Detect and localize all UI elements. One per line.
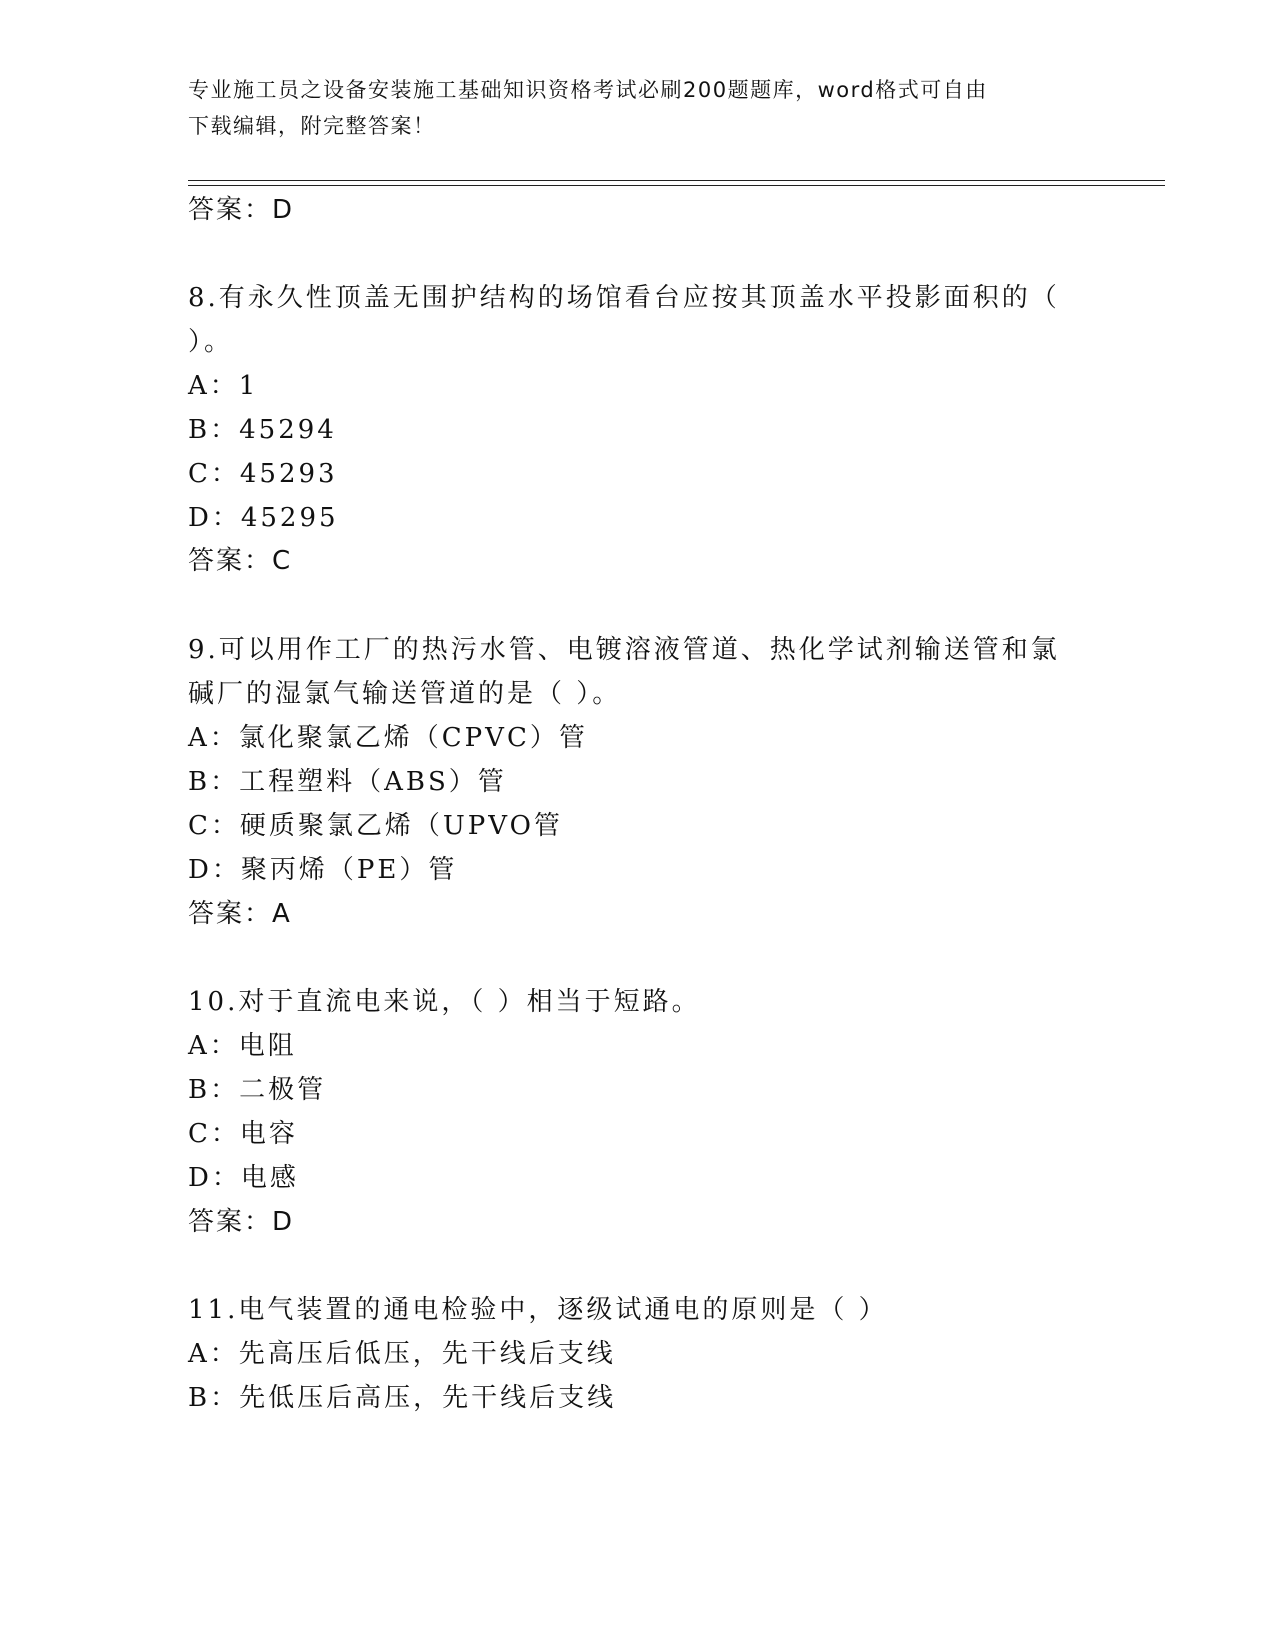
q8-option-c: C：45293 [188,459,338,489]
q11-stem-line1: 11.电气装置的通电检验中，逐级试通电的原则是（ ） [188,1295,888,1325]
q9-stem-line1: 9.可以用作工厂的热污水管、电镀溶液管道、热化学试剂输送管和氯 [188,635,1060,665]
q9-option-d: D：聚丙烯（PE）管 [188,855,458,885]
q10-option-a: A：电阻 [188,1031,297,1061]
q8-answer: 答案：C [188,546,293,576]
page-header [188,72,1078,144]
q9-option-c: C：硬质聚氯乙烯（UPVO管 [188,811,563,841]
q9-stem-line2: 碱厂的湿氯气输送管道的是（ ）。 [188,679,622,709]
q10-option-d: D：电感 [188,1163,299,1193]
q8-option-a: A：1 [188,371,259,401]
q9-option-b: B：工程塑料（ABS）管 [188,767,507,797]
q9-option-a: A：氯化聚氯乙烯（CPVC）管 [188,723,588,753]
q10-stem-line1: 10.对于直流电来说，（ ）相当于短路。 [188,987,701,1017]
header-divider-top [188,180,1165,181]
q8-option-d: D：45295 [188,503,339,533]
q9-answer: 答案：A [188,899,292,929]
header-title-line1: 专业施工员之设备安装施工基础知识资格考试必刷200题题库，word格式可自由 [188,78,988,102]
q8-option-b: B：45294 [188,415,337,445]
q10-option-c: C：电容 [188,1119,298,1149]
q8-stem-line2: ）。 [188,327,234,357]
q8-stem-line1: 8.有永久性顶盖无围护结构的场馆看台应按其顶盖水平投影面积的（ [188,283,1060,313]
header-title-line2: 下载编辑，附完整答案！ [188,114,436,138]
q10-answer: 答案：D [188,1207,295,1237]
q11-option-b: B：先低压后高压，先干线后支线 [188,1383,617,1413]
q11-option-a: A：先高压后低压，先干线后支线 [188,1339,616,1369]
header-divider-bottom [188,185,1165,186]
q10-option-b: B：二极管 [188,1075,327,1105]
prev-answer: 答案：D [188,195,295,225]
